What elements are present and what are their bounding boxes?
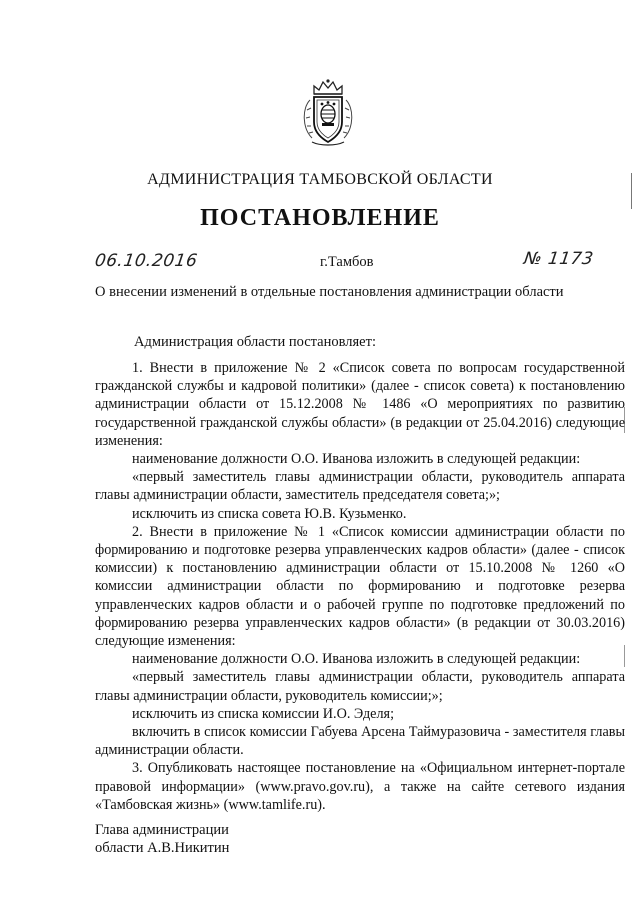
paragraph: 2. Внести в приложение № 1 «Список комиссии администрации области по формированию и подготовке резерва управленческих кадров области» (далее - список комиссии) к постановлению администрации области от 15.10.2008 № 1260 «О комиссии администрации области по формированию и подготовке резерва управленческих кадров области и о рабочей группе по подготовке предложений по формированию резерва управленческих кадров области» (в редакции от 30.03.2016) следующие изменения:	[95, 523, 625, 650]
paragraph: «первый заместитель главы администрации области, руководитель аппарата главы администрации области, руководитель комиссии;»;	[95, 669, 625, 704]
organization-name: АДМИНИСТРАЦИЯ ТАМБОВСКОЙ ОБЛАСТИ	[147, 171, 493, 188]
document-number: № 1173	[522, 249, 595, 269]
paragraph: 1. Внести в приложение № 2 «Список совета по вопросам государственной гражданской службы и кадровой политики» (далее - список совета) к постановлению администрации области от 15.12.2008 № 1486 «О мероприятиях по развитию государственной гражданской службы области» (в редакции от 25.04.2016) следующие изменения:	[95, 360, 625, 449]
coat-of-arms-icon	[300, 78, 356, 148]
document-body	[95, 359, 625, 814]
paragraph: наименование должности О.О. Иванова изложить в следующей редакции:	[132, 451, 581, 468]
document-type-title: ПОСТАНОВЛЕНИЕ	[200, 205, 440, 231]
paragraph: исключить из списка совета Ю.В. Кузьменко.	[132, 505, 407, 522]
paragraph: наименование должности О.О. Иванова изложить в следующей редакции:	[132, 651, 581, 668]
document-preamble: Администрация области постановляет:	[134, 334, 376, 350]
paragraph: исключить из списка комиссии И.О. Эделя;	[132, 705, 395, 722]
signature-title: Глава администрации	[95, 822, 229, 838]
document-date: 06.10.2016	[93, 251, 199, 271]
paragraph: включить в список комиссии Габуева Арсена Таймуразовича - заместителя главы администрации области.	[95, 724, 625, 759]
paragraph: 3. Опубликовать настоящее постановление на «Официальном интернет-портале правовой информации» (www.pravo.gov.ru), а также на сайте сетевого издания «Тамбовская жизнь» (www.tamlife.ru).	[95, 760, 625, 813]
paragraph: «первый заместитель главы администрации области, руководитель аппарата главы администрации области, заместитель председателя совета;»;	[95, 469, 625, 504]
signature-block	[95, 821, 229, 857]
document-city: г.Тамбов	[320, 254, 374, 270]
signature-name: области А.В.Никитин	[95, 840, 230, 856]
document-subject: О внесении изменений в отдельные постановления администрации области	[95, 284, 564, 300]
